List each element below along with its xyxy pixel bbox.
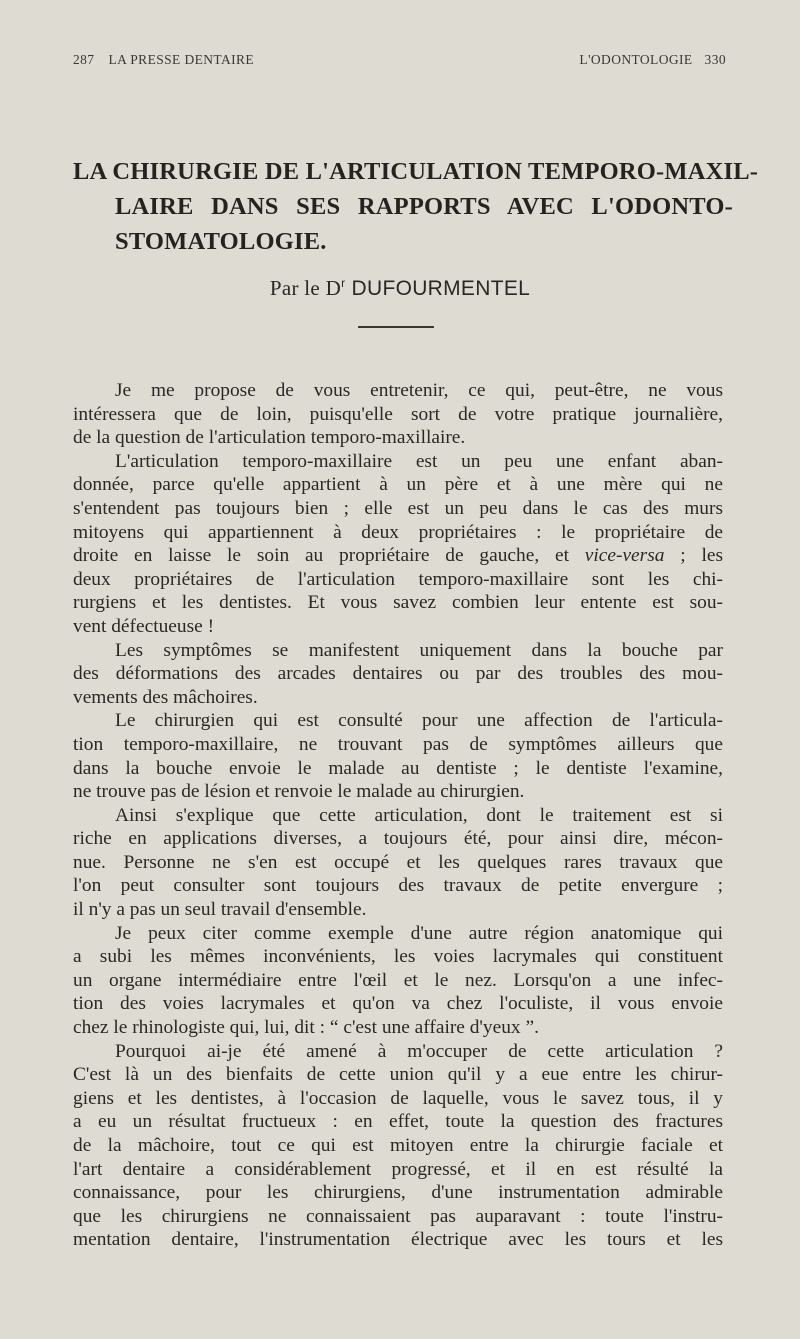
title-line-1: LA CHIRURGIE DE L'ARTICULATION TEMPORO-MAXIL-	[73, 158, 759, 185]
text-line: de la question de l'articulation temporo-maxillaire.	[73, 427, 466, 449]
text-line: connaissance, pour les chirurgiens, d'une instrumentation admirable	[73, 1182, 723, 1204]
text-segment: ; les	[664, 545, 723, 567]
text-line: Je me propose de vous entretenir, ce qui, peut-être, ne vous	[115, 380, 723, 401]
text-line-mixed	[73, 544, 723, 568]
text-line: vements des mâchoires.	[73, 686, 258, 708]
text-line: s'entendent pas toujours bien ; elle est un peu dans le cas des murs	[73, 497, 723, 519]
text-line: ne trouve pas de lésion et renvoie le malade au chirurgien.	[73, 781, 525, 803]
text-line: Ainsi s'explique que cette articulation, dont le traitement est si	[115, 804, 723, 826]
text-line: dans la bouche envoie le malade au dentiste ; le dentiste l'examine,	[73, 757, 723, 779]
author-byline	[0, 276, 800, 301]
article-title	[73, 154, 759, 259]
italic-text: vice-versa	[584, 545, 665, 567]
text-line: giens et les dentistes, à l'occasion de laquelle, vous le savez tous, il y	[73, 1087, 723, 1109]
text-line: Pourquoi ai-je été amené à m'occuper de cette articulation ?	[115, 1040, 723, 1062]
title-line-3: STOMATOLOGIE.	[115, 228, 327, 255]
text-segment: droite en laisse le soin au propriétaire de gauche, et	[73, 545, 569, 567]
text-line: a subi les mêmes inconvénients, les voies lacrymales qui constituent	[73, 946, 723, 968]
text-line: donnée, parce qu'elle appartient à un père et à une mère qui ne	[73, 474, 723, 496]
text-line: riche en applications diverses, a toujours été, pour ainsi dire, mécon-	[73, 828, 723, 850]
text-line: Je peux citer comme exemple d'une autre région anatomique qui	[115, 922, 723, 944]
text-line: l'art dentaire a considérablement progressé, et il en est résulté la	[73, 1158, 723, 1180]
title-line-2: LAIRE DANS SES RAPPORTS AVEC L'ODONTO-	[115, 193, 733, 220]
running-header	[73, 52, 726, 72]
text-line: rurgiens et les dentistes. Et vous savez combien leur entente est sou-	[73, 592, 723, 614]
text-line: tion temporo-maxillaire, ne trouvant pas de symptômes ailleurs que	[73, 733, 723, 755]
left-page-number: 287	[73, 52, 95, 67]
text-line: tion des voies lacrymales et qu'on va chez l'oculiste, il vous envoie	[73, 993, 723, 1015]
text-line: Le chirurgien qui est consulté pour une affection de l'articula-	[115, 710, 723, 732]
article-body	[73, 379, 723, 1252]
text-line: il n'y a pas un seul travail d'ensemble.	[73, 899, 367, 921]
text-line: un organe intermédiaire entre l'œil et le nez. Lorsqu'on a une infec-	[73, 969, 723, 991]
text-line: a eu un résultat fructueux : en effet, toute la question des fractures	[73, 1111, 723, 1133]
header-left	[73, 52, 254, 68]
byline-superscript: r	[341, 276, 346, 290]
title-rule-divider	[358, 326, 434, 328]
left-journal-title: LA PRESSE DENTAIRE	[108, 52, 255, 67]
right-journal-title: L'ODONTOLOGIE	[579, 52, 693, 67]
text-line: mentation dentaire, l'instrumentation électrique avec les tours et les	[73, 1229, 723, 1251]
text-line: Les symptômes se manifestent uniquement dans la bouche par	[115, 639, 723, 661]
text-line: nue. Personne ne s'en est occupé et les quelques rares travaux que	[73, 851, 723, 873]
right-page-number: 330	[704, 52, 726, 67]
text-line: de la mâchoire, tout ce qui est mitoyen entre la chirurgie faciale et	[73, 1135, 723, 1156]
text-line: l'on peut consulter sont toujours des travaux de petite envergure ;	[73, 875, 723, 897]
header-right	[579, 52, 726, 68]
text-line: que les chirurgiens ne connaissaient pas auparavant : toute l'instru-	[73, 1205, 723, 1227]
text-line: C'est là un des bienfaits de cette union qu'il y a eue entre les chirur-	[73, 1064, 723, 1086]
text-line: intéressera que de loin, puisqu'elle sort de votre pratique journalière,	[73, 403, 723, 425]
text-line: vent défectueuse !	[73, 615, 215, 637]
byline-prefix: Par le D	[269, 276, 342, 300]
text-line: deux propriétaires de l'articulation temporo-maxillaire sont les chi-	[73, 568, 723, 590]
text-line: mitoyens qui appartiennent à deux propriétaires : le propriétaire de	[73, 521, 723, 543]
text-line: chez le rhinologiste qui, lui, dit : “ c'est une affaire d'yeux ”.	[73, 1017, 539, 1039]
text-line: L'articulation temporo-maxillaire est un peu une enfant aban-	[115, 450, 723, 472]
text-line: des déformations des arcades dentaires ou par des troubles des mou-	[73, 663, 723, 685]
author-name: DUFOURMENTEL	[351, 277, 531, 300]
